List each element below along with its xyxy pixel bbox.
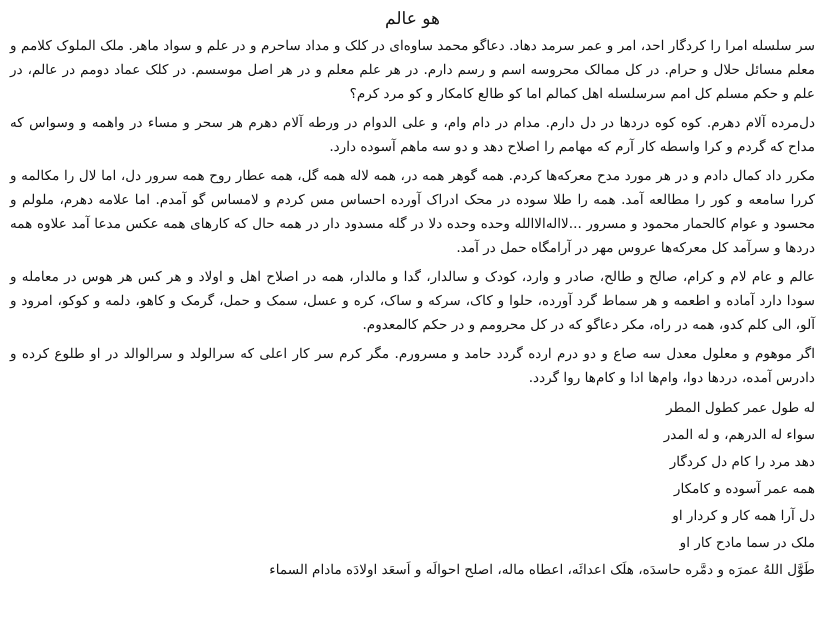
prose-body <box>10 34 815 390</box>
verse-line-closing: طَوَّل اللهُ عمرَه و دمَّره حاسدَه، هلَک اعدائَه، اعطاه ماله، اصلح احوالَه و اَسعَد اولادَه مادام السماء <box>269 562 815 578</box>
verse-block <box>10 395 815 584</box>
verse-line: له طول عمر کطول المطر <box>666 400 815 416</box>
paragraph-2: دل‌مرده آلام دهرم. کوه کوه دردها در دل دارم. مدام در دام وام، و علی الدوام در ورطه آلام دهرم هر سحر و مساء در واهمه و وسواس که مداح که گردم و کرا واسطه کار آرم که مهامم را اصلاح دهد و دو سه ماهم آسوده دارد. <box>10 115 816 155</box>
paragraph-1: سر سلسله امرا را کردگار احد، امر و عمر سرمد دهاد. دعاگو محمد ساوه‌ای در کلک و مداد ساحرم و در علم و سواد ماهر. ملک الملوک کلامم و معلم مسائل حلال و حرام. در کل ممالک محروسه اسم و رسم دارم. در هر علم معلم و در هر اصل موسسم. در کلک عماد دومم در عالم، در علم و حکم مسلم کل امم سرسلسله اهل کمالم اما کو طالع کامکار و کو مرد کرم؟ <box>10 38 815 102</box>
verse-line: سواء له الدرهم، و له المدر <box>663 427 815 443</box>
page-title: هو عالم <box>385 9 440 29</box>
paragraph-5: اگر موهوم و معلول معدل سه صاع و دو درم ارده گردد حامد و مسرورم. مگر کرم سر کار اعلی که سرالولد و سرالوالد در او طلوع کرده و دادرس آمده، دردها دوا، وام‌ها ادا و کام‌ها روا گردد. <box>10 346 815 386</box>
paragraph-4: عالم و عام لام و کرام، صالح و طالح، صادر و وارد، کودک و سالدار، گدا و مالدار، همه در اصلاح اهل و اولاد و هر کس هر هوس در معامله و سودا دارد آماده و اطعمه و هر سماط گرد آورده، حلوا و کاک، سرکه و ساک، کره و عسل، سمک و حمل، گرمک و کاهو، دلمه و کوکو، امرود و آلو، الی کلم کدو، همه در راه، مکر دعاگو که در کل محرومم و در حکم کالمعدوم. <box>10 269 815 333</box>
verse-line: همه عمر آسوده و کامکار <box>673 481 815 497</box>
verse-line: دل آرا همه کار و کردار او <box>672 508 815 524</box>
paragraph-3: مکرر داد کمال دادم و در هر مورد مدح معرکه‌ها کردم. همه گوهر همه در، همه لاله همه گل، همه عطار روح همه سرور دل، اما لال را مکالمه و کررا سامعه و کور را مطالعه آمد. همه را طلا سوده در محک ادراک آورده احساس مس کردم و لامساس گو آمدم. اما علامه دهرم، ملولم و محسود و عوام کالحمار محمود و مسرور ...لااله‌الاالله وحده وحده دلا در گله مسدود دار در همه حال که کارهای همه عکس مدعا آمد علاوه همه دردها و سرآمد کل معرکه‌ها عروس مهر در آرامگاه حمل در آمد. <box>10 168 815 256</box>
verse-line: دهد مرد را کام دل کردگار <box>669 454 815 470</box>
verse-line: ملک در سما مادح کار او <box>679 535 815 551</box>
